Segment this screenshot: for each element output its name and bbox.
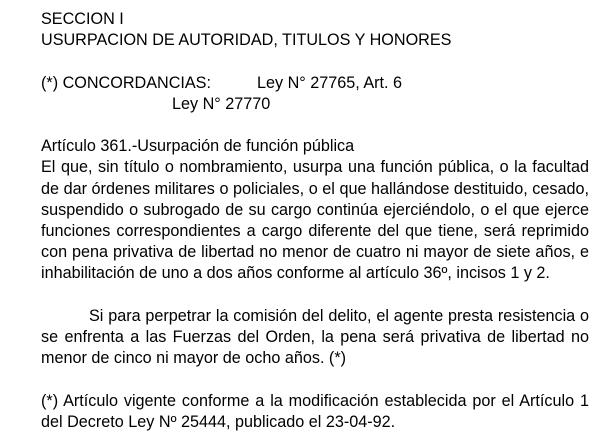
concordancias-row-2 xyxy=(41,94,589,115)
article-paragraph-1: El que, sin título o nombramiento, usurpa una función pública, o la facultad de dar órdenes militares o policiales, o el que hallándose destituido, cesado, suspendido o subrogado de su cargo continúa ejerciéndolo, o el que ejerce funciones correspondientes a cargo diferente del que tiene, será reprimido con pena privativa de libertad no menor de cuatro ni mayor de siete años, e inhabilitación de uno a dos años conforme al artículo 36º, incisos 1 y 2. xyxy=(41,158,589,283)
footnote: (*) Artículo vigente conforme a la modificación establecida por el Artículo 1 del Decreto Ley Nº 25444, publicado el 23-04-92. xyxy=(41,391,589,431)
spacer xyxy=(41,285,589,306)
section-title: SECCION I xyxy=(41,10,124,28)
concordancias-row xyxy=(41,73,589,94)
spacer xyxy=(41,115,589,136)
spacer xyxy=(41,369,589,390)
article-title: Artículo 361.-Usurpación de función pública xyxy=(41,137,355,156)
spacer xyxy=(41,51,589,72)
article-paragraph-2: Si para perpetrar la comisión del delito, el agente presta resistencia o se enfrenta a las Fuerzas del Orden, la pena será privativa de libertad no menor de cinco ni mayor de ocho años. (*) xyxy=(41,306,589,368)
concordancias-label: (*) CONCORDANCIAS: xyxy=(41,73,211,92)
section-heading: USURPACION DE AUTORIDAD, TITULOS Y HONORES xyxy=(41,31,452,50)
legal-document xyxy=(41,9,589,433)
concordancia-law-1: Ley N° 27765, Art. 6 xyxy=(257,73,403,92)
concordancia-law-2: Ley N° 27770 xyxy=(172,94,271,113)
